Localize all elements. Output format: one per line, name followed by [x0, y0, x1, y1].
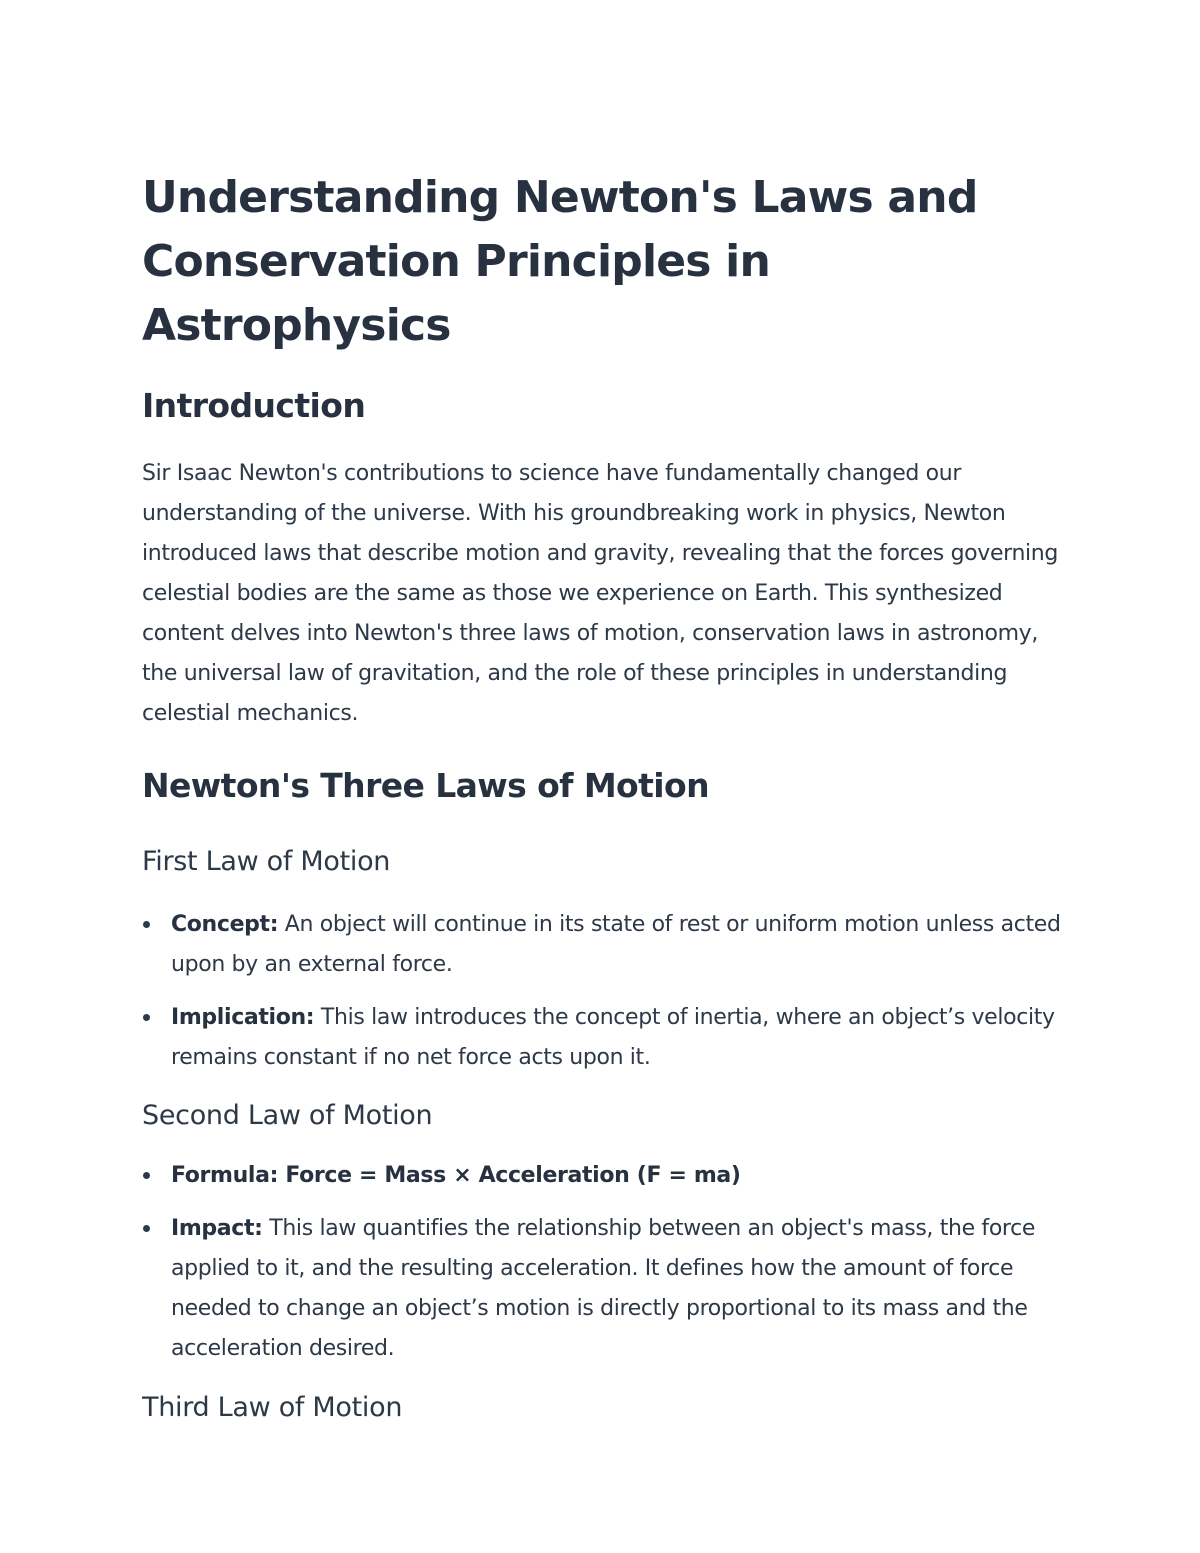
introduction-heading: Introduction: [142, 386, 366, 425]
introduction-paragraph: Sir Isaac Newton's contributions to science have fundamentally changed our understanding of the universe. With his groundbreaking work in physics, Newton introduced laws that describe motion and gravity, revealing that the forces governing celestial bodies are the same as those we experience on Earth. This synthesized content delves into Newton's three laws of motion, conservation laws in astronomy, the universal law of gravitation, and the role of these principles in understanding celestial mechanics.: [142, 461, 1059, 726]
list-item-label: Implication:: [171, 1005, 315, 1030]
list-item: [142, 905, 1072, 985]
bullet-icon: [143, 1225, 150, 1232]
list-item-label: Formula: Force = Mass × Acceleration (F = ma): [171, 1163, 741, 1188]
laws-of-motion-heading: Newton's Three Laws of Motion: [142, 766, 709, 805]
document-title: Understanding Newton's Laws and Conservation Principles in Astrophysics: [142, 172, 978, 351]
list-item-text: This law quantifies the relationship between an object's mass, the force applied to it, and the resulting acceleration. It defines how the amount of force needed to change an object’s motion is directly proportional to its mass and the acceleration desired.: [171, 1216, 1036, 1361]
list-item: [142, 1209, 1072, 1369]
first-law-heading: First Law of Motion: [142, 846, 391, 877]
list-item-text: This law introduces the concept of inertia, where an object’s velocity remains constant if no net force acts upon it.: [171, 1005, 1055, 1070]
second-law-heading: Second Law of Motion: [142, 1100, 433, 1131]
bullet-icon: [143, 921, 150, 928]
list-item: [142, 998, 1072, 1078]
third-law-heading: Third Law of Motion: [142, 1392, 403, 1423]
list-item-label: Impact:: [171, 1216, 263, 1241]
bullet-icon: [143, 1014, 150, 1021]
second-law-list: [142, 1156, 1072, 1369]
first-law-list: [142, 905, 1072, 1078]
bullet-icon: [143, 1172, 150, 1179]
list-item-text: An object will continue in its state of rest or uniform motion unless acted upon by an external force.: [171, 912, 1061, 977]
list-item: [142, 1156, 1072, 1196]
list-item-label: Concept:: [171, 912, 279, 937]
document-page: [142, 166, 1072, 1428]
